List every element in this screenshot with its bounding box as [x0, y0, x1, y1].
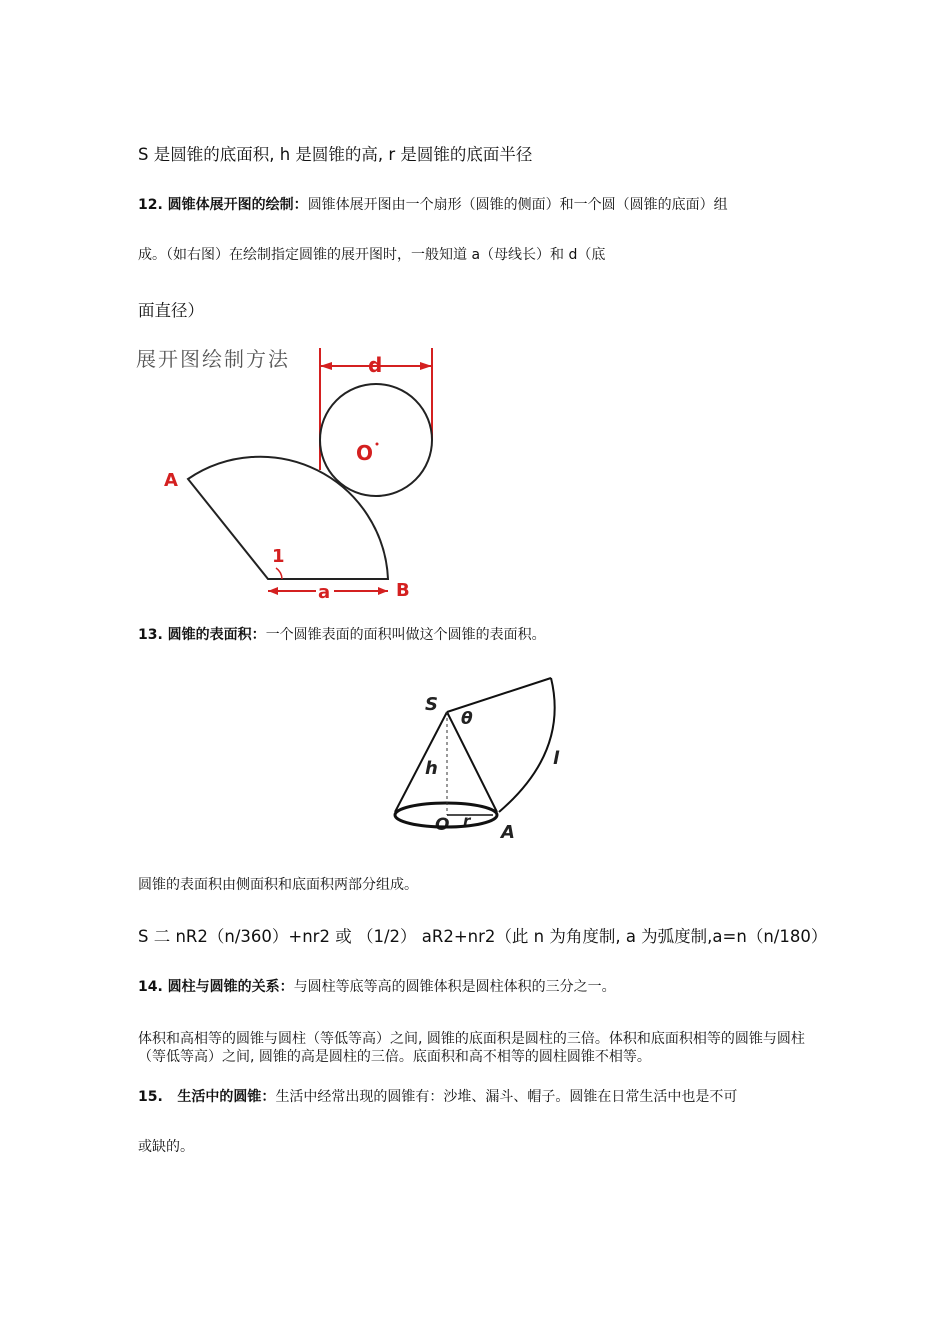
unfold-diagram-title: 展开图绘制方法 — [136, 347, 290, 371]
cone-surface-diagram — [385, 672, 585, 842]
section-14-heading: 14. 圆柱与圆锥的关系： — [138, 979, 294, 995]
section-12 — [138, 196, 728, 214]
label-d: d — [368, 353, 383, 377]
a-arrow-right — [378, 587, 388, 595]
base-circle — [320, 384, 432, 496]
d-arrow-right — [420, 362, 432, 370]
label-point-a: A — [164, 470, 178, 491]
section-15-body: 生活中经常出现的圆锥有：沙堆、漏斗、帽子。圆锥在日常生活中也是不可 — [275, 1089, 738, 1105]
label-h: h — [425, 758, 438, 779]
section-14 — [138, 978, 616, 996]
angle-arc — [276, 568, 282, 579]
lateral-sector — [188, 457, 388, 579]
sector-arc — [499, 678, 555, 812]
sector-top-edge — [447, 678, 551, 712]
label-point-b: B — [396, 580, 410, 601]
section-13-heading: 13. 圆锥的表面积： — [138, 627, 266, 643]
label-l: l — [553, 748, 560, 769]
section-13 — [138, 626, 546, 644]
text-line-1: S 是圆锥的底面积, h 是圆锥的高, r 是圆锥的底面半径 — [138, 145, 533, 164]
cone-left-edge — [395, 712, 447, 812]
section-15-heading: 15. 生活中的圆锥： — [138, 1089, 276, 1105]
label-o: O — [356, 441, 374, 465]
text-line-3: 成。（如右图）在绘制指定圆锥的展开图时，一般知道 a（母线长）和 d（底 — [138, 247, 606, 263]
label-a-length: a — [318, 582, 331, 603]
label-r: r — [463, 812, 471, 830]
section-12-heading: 12. 圆锥体展开图的绘制： — [138, 197, 308, 213]
section-13-body: 一个圆锥表面的面积叫做这个圆锥的表面积。 — [265, 627, 546, 643]
text-line-6: 圆锥的表面积由侧面积和底面积两部分组成。 — [138, 877, 418, 893]
a-arrow-left — [268, 587, 278, 595]
d-arrow-left — [320, 362, 332, 370]
section-12-body: 圆锥体展开图由一个扇形（圆锥的侧面）和一个圆（圆锥的底面）组 — [307, 197, 728, 213]
label-angle-1: 1 — [272, 546, 285, 567]
section-14-body: 与圆柱等底等高的圆锥体积是圆柱体积的三分之一。 — [293, 979, 616, 995]
center-dot — [376, 443, 379, 446]
formula-line: S 二 nR2（n/360）+nr2 或 （1/2） aR2+nr2（此 n 为角度制, a 为弧度制,a=n（n/180） — [138, 927, 828, 946]
label-s: S — [425, 694, 438, 715]
label-o-center: O — [435, 815, 450, 835]
text-line-4: 面直径） — [138, 301, 204, 320]
unfold-diagram — [130, 340, 450, 610]
paragraph-volume-relation: 体积和高相等的圆锥与圆柱（等低等高）之间, 圆锥的底面积是圆柱的三倍。体积和底面积相等的圆锥与圆柱（等低等高）之间, 圆锥的高是圆柱的三倍。底面积和高不相等的圆柱圆锥不相等。 — [138, 1031, 805, 1065]
label-a-cone: A — [501, 822, 515, 843]
section-15 — [138, 1088, 737, 1106]
label-theta: θ — [461, 709, 473, 729]
text-line-11: 或缺的。 — [138, 1139, 194, 1155]
